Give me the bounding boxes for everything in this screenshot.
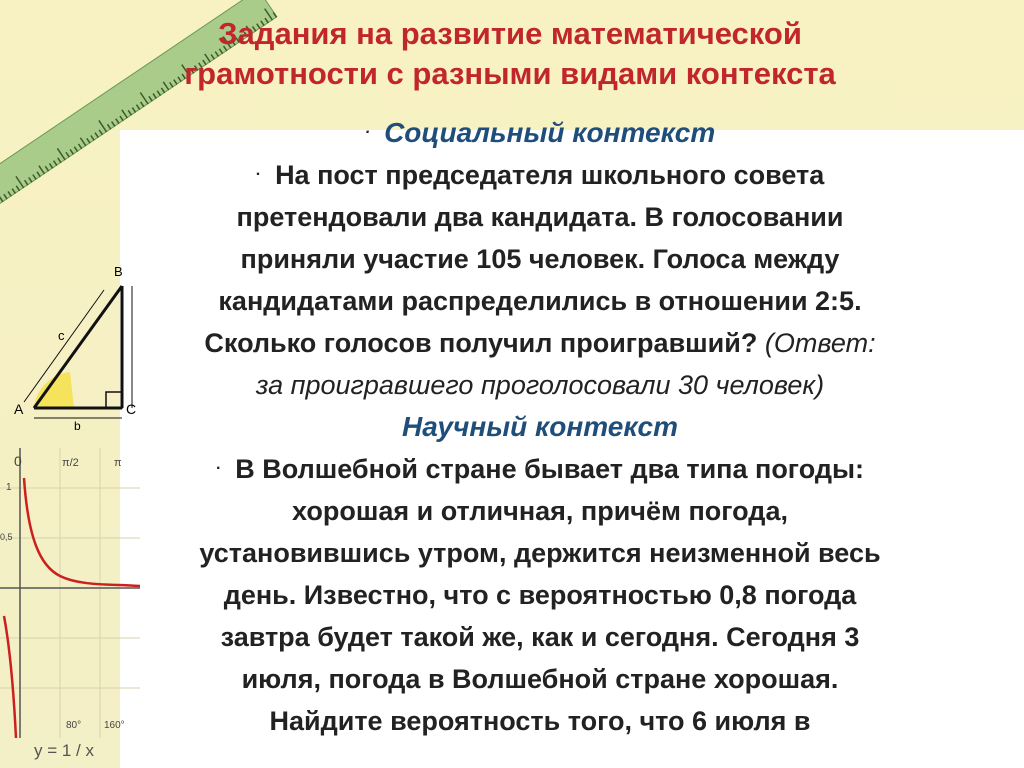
vertex-c-label: C xyxy=(126,401,137,417)
social-context-heading xyxy=(130,112,950,154)
social-answer-start: (Ответ: xyxy=(764,328,876,358)
scientific-line-0: В Волшебной стране бывает два типа погоды: xyxy=(235,454,865,484)
graph-half-label: 0,5 xyxy=(0,532,13,542)
scientific-line-2: установившись утром, держится неизменной весь xyxy=(199,538,881,568)
social-heading-text: Социальный контекст xyxy=(384,117,716,148)
bullet-dot: · xyxy=(215,460,222,477)
scientific-line-4: завтра будет такой же, как и сегодня. Сегодня 3 xyxy=(220,622,860,652)
social-answer-line: за проигравшего проголосовали 30 человек) xyxy=(255,370,825,400)
title-line-2: грамотности с разными видами контекста xyxy=(184,56,836,91)
graph-one-label: 1 xyxy=(6,482,12,493)
bullet-dot: · xyxy=(255,166,262,183)
slide-body xyxy=(130,112,950,742)
scientific-context-heading: Научный контекст xyxy=(402,411,678,442)
bullet-dot: · xyxy=(364,124,371,141)
vertex-a-label: A xyxy=(14,401,24,417)
social-line-0: На пост председателя школьного совета xyxy=(275,160,825,190)
hyperbola-graph xyxy=(0,448,140,768)
vertex-b-label: B xyxy=(114,264,123,279)
right-triangle-figure xyxy=(12,262,142,432)
scientific-line-6: Найдите вероятность того, что 6 июля в xyxy=(269,706,811,736)
graph-160-label: 160° xyxy=(104,720,125,731)
social-line-3: кандидатами распределились в отношении 2:5. xyxy=(218,286,862,316)
title-line-1: Задания на развитие математической xyxy=(218,16,802,51)
social-task-line xyxy=(130,154,950,196)
side-b-label: b xyxy=(74,419,81,432)
slide-title xyxy=(120,14,900,94)
side-c-label: c xyxy=(58,328,65,343)
scientific-task-line xyxy=(130,448,950,490)
graph-pi-half-label: π/2 xyxy=(62,457,79,469)
social-question-line xyxy=(130,322,950,364)
social-line-4: Сколько голосов получил проигравший? xyxy=(204,328,758,358)
scientific-line-5: июля, погода в Волшебной стране хорошая. xyxy=(241,664,839,694)
graph-formula: y = 1 / x xyxy=(34,741,94,760)
social-line-2: приняли участие 105 человек. Голоса между xyxy=(240,244,840,274)
scientific-line-3: день. Известно, что с вероятностью 0,8 погода xyxy=(223,580,857,610)
social-line-1: претендовали два кандидата. В голосовании xyxy=(236,202,844,232)
graph-80-label: 80° xyxy=(66,720,82,731)
graph-zero-label: 0 xyxy=(14,453,22,469)
graph-pi-label: π xyxy=(114,457,122,469)
scientific-line-1: хорошая и отличная, причём погода, xyxy=(292,496,788,526)
